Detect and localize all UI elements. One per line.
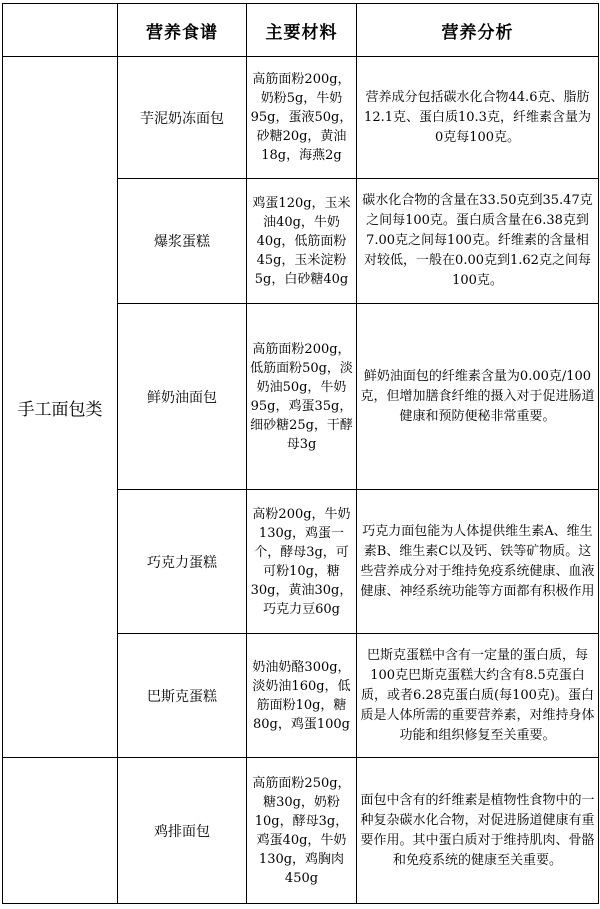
analysis-cell: 营养成分包括碳水化合物44.6克、脂肪12.1克、蛋白质10.3克，纤维素含量为0克每100克。 <box>357 57 599 179</box>
material-cell: 奶油奶酪300g，淡奶油160g，低筋面粉10g，糖80g，鸡蛋100g <box>247 634 357 758</box>
recipe-name: 巧克力蛋糕 <box>118 490 247 634</box>
material-cell: 高筋面粉200g，低筋面粉50g，淡奶油50g，牛奶95g，鸡蛋35g，细砂糖25g，干酵母3g <box>247 304 357 490</box>
recipe-name: 鲜奶油面包 <box>118 304 247 490</box>
table-row <box>3 758 599 904</box>
category-cell <box>3 758 118 904</box>
analysis-cell: 巴斯克蛋糕中含有一定量的蛋白质，每100克巴斯克蛋糕大约含有8.5克蛋白质，或者6.28克蛋白质(每100克)。蛋白质是人体所需的重要营养素，对维持身体功能和组织修复至关重要。 <box>357 634 599 758</box>
table-row <box>3 57 599 179</box>
recipe-name: 爆浆蛋糕 <box>118 179 247 304</box>
analysis-cell: 面包中含有的纤维素是植物性食物中的一种复杂碳水化合物，对促进肠道健康有重要作用。其中蛋白质对于维持肌肉、骨骼和免疫系统的健康至关重要。 <box>357 758 599 904</box>
analysis-cell: 鲜奶油面包的纤维素含量为0.00克/100克，但增加膳食纤维的摄入对于促进肠道健康和预防便秘非常重要。 <box>357 304 599 490</box>
material-cell: 高筋面粉250g，糖30g，奶粉10g，酵母3g，鸡蛋40g，牛奶130g，鸡胸肉450g <box>247 758 357 904</box>
header-material: 主要材料 <box>247 4 357 57</box>
material-cell: 高粉200g，牛奶130g，鸡蛋一个，酵母3g，可可粉10g，糖30g，黄油30g，巧克力豆60g <box>247 490 357 634</box>
header-analysis: 营养分析 <box>357 4 599 57</box>
recipe-name: 芋泥奶冻面包 <box>118 57 247 179</box>
recipe-name: 巴斯克蛋糕 <box>118 634 247 758</box>
analysis-cell: 巧克力面包能为人体提供维生素A、维生素B、维生素C以及钙、铁等矿物质。这些营养成分对于维持免疫系统健康、血液健康、神经系统功能等方面都有积极作用 <box>357 490 599 634</box>
recipe-name: 鸡排面包 <box>118 758 247 904</box>
analysis-cell: 碳水化合物的含量在33.50克到35.47克之间每100克。蛋白质含量在6.38克到7.00克之间每100克。纤维素的含量相对较低，一般在0.00克到1.62克之间每100克。 <box>357 179 599 304</box>
material-cell: 高筋面粉200g，奶粉5g，牛奶95g，蛋液50g，砂糖20g，黄油18g，海燕2g <box>247 57 357 179</box>
header-row <box>3 4 599 57</box>
header-blank-cell <box>3 4 118 57</box>
header-recipe: 营养食谱 <box>118 4 247 57</box>
material-cell: 鸡蛋120g，玉米油40g，牛奶40g，低筋面粉45g，玉米淀粉5g，白砂糖40g <box>247 179 357 304</box>
category-cell: 手工面包类 <box>3 57 118 758</box>
nutrition-recipe-table <box>2 3 599 904</box>
